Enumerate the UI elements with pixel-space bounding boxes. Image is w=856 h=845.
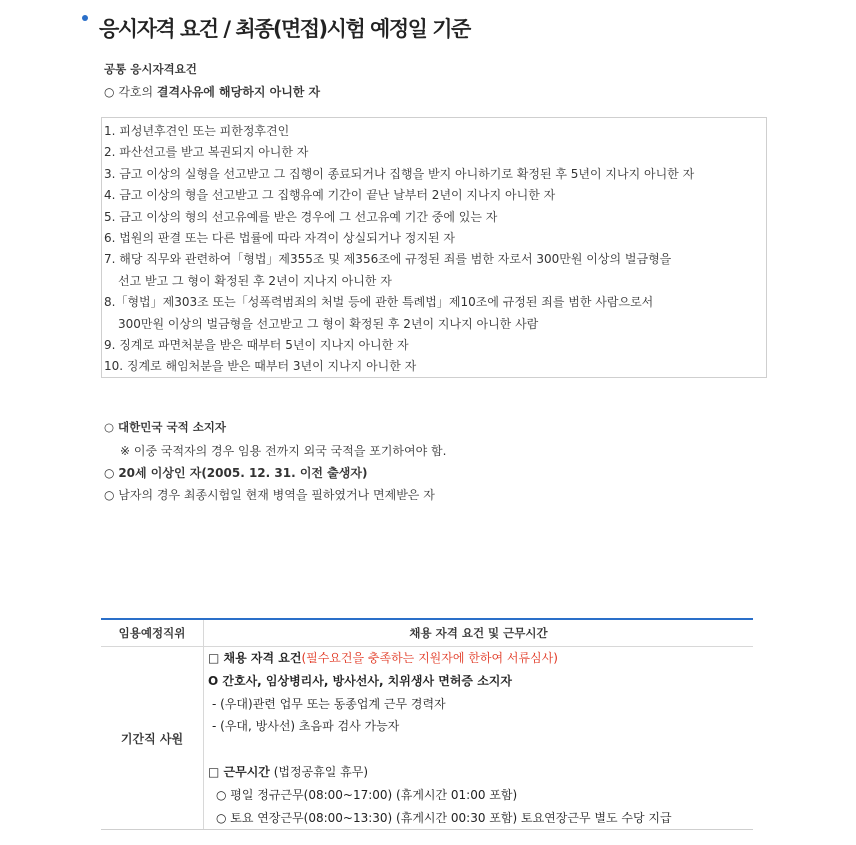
nationality-requirement: ○ 대한민국 국적 소지자 [104,420,227,434]
disqualification-item: 6. 법원의 판결 또는 다른 법률에 따라 자격이 상실되거나 정지된 자 [104,231,455,246]
disqualification-item: 9. 징계로 파면처분을 받은 때부터 5년이 지나지 아니한 자 [104,338,409,353]
position-cell: 기간직 사원 [101,647,204,830]
preference-line: - (우대)관련 업무 또는 동종업계 근무 경력자 [212,696,446,711]
common-intro [104,83,320,100]
preference-line: - (우대, 방사선) 초음파 검사 가능자 [212,719,400,734]
qualification-note: (필수요건을 충족하는 지원자에 한하여 서류심사) [301,651,558,665]
disqualification-item-continued: 선고 받고 그 형이 확정된 후 2년이 지나지 아니한 자 [118,273,392,288]
disqualification-item: 1. 피성년후견인 또는 피한정후견인 [104,124,290,138]
disqualification-item: 2. 파산선고를 받고 복권되지 아니한 자 [104,145,309,160]
recruitment-table [101,618,753,830]
hours-heading [204,761,753,784]
disqualification-item: 5. 금고 이상의 형의 선고유예를 받은 경우에 그 선고유예 기간 중에 있는 자 [104,209,498,224]
intro-plain: 각호의 [118,85,154,99]
age-requirement [104,464,367,481]
qualification-heading [204,647,753,670]
disqualification-item: 7. 해당 직무와 관련하여「형법」제355조 및 제356조에 규정된 죄를 범한 자로서 300만원 이상의 벌금형을 [104,252,672,267]
military-requirement: ○ 남자의 경우 최종시험일 현재 병역을 필하였거나 면제받은 자 [104,488,435,502]
age-bullet: ○ [104,466,115,480]
disqualification-item: 3. 금고 이상의 실형을 선고받고 그 집행이 종료되거나 집행을 받지 아니하기로 확정된 후 5년이 지나지 아니한 자 [104,166,695,181]
spacer [204,738,753,761]
page-title: 응시자격 요건 / 최종(면접)시험 예정일 기준 [99,17,470,41]
weekday-hours: ○ 평일 정규근무(08:00~17:00) (휴게시간 01:00 포함) [216,787,518,802]
age-text: 20세 이상인 자(2005. 12. 31. 이전 출생자) [118,466,368,480]
header-position: 임용예정직위 [101,619,204,647]
hours-note: (법정공휴일 휴무) [273,764,369,779]
requirements-cell [204,647,754,830]
qualification-title: □ 채용 자격 요건 [208,651,302,665]
table-header-row [101,619,753,647]
intro-bullet: ○ [104,85,115,99]
disqualification-box [101,117,767,378]
license-line: O 간호사, 임상병리사, 방사선사, 치위생사 면허증 소지자 [208,673,512,688]
saturday-hours: ○ 토요 연장근무(08:00~13:30) (휴게시간 00:30 포함) 토요연장근무 별도 수당 지급 [216,810,672,825]
hours-title: □ 근무시간 [208,764,270,779]
header-requirements: 채용 자격 요건 및 근무시간 [204,619,754,647]
common-requirements-label: 공통 응시자격요건 [104,62,197,76]
nationality-note: ※ 이중 국적자의 경우 임용 전까지 외국 국적을 포기하여야 함. [120,444,447,458]
table-row [101,647,753,830]
disqualification-item-continued: 300만원 이상의 벌금형을 선고받고 그 형이 확정된 후 2년이 지나지 아니한 사람 [118,316,539,331]
disqualification-item: 4. 금고 이상의 형을 선고받고 그 집행유예 기간이 끝난 날부터 2년이 지나지 아니한 자 [104,188,556,203]
intro-bold: 결격사유에 해당하지 아니한 자 [156,85,321,99]
disqualification-item: 8.「형법」제303조 또는「성폭력범죄의 처벌 등에 관한 특례법」제10조에 규정된 죄를 범한 사람으로서 [104,295,654,310]
disqualification-item: 10. 징계로 해임처분을 받은 때부터 3년이 지나지 아니한 자 [104,359,417,374]
title-bullet-icon [82,15,88,21]
